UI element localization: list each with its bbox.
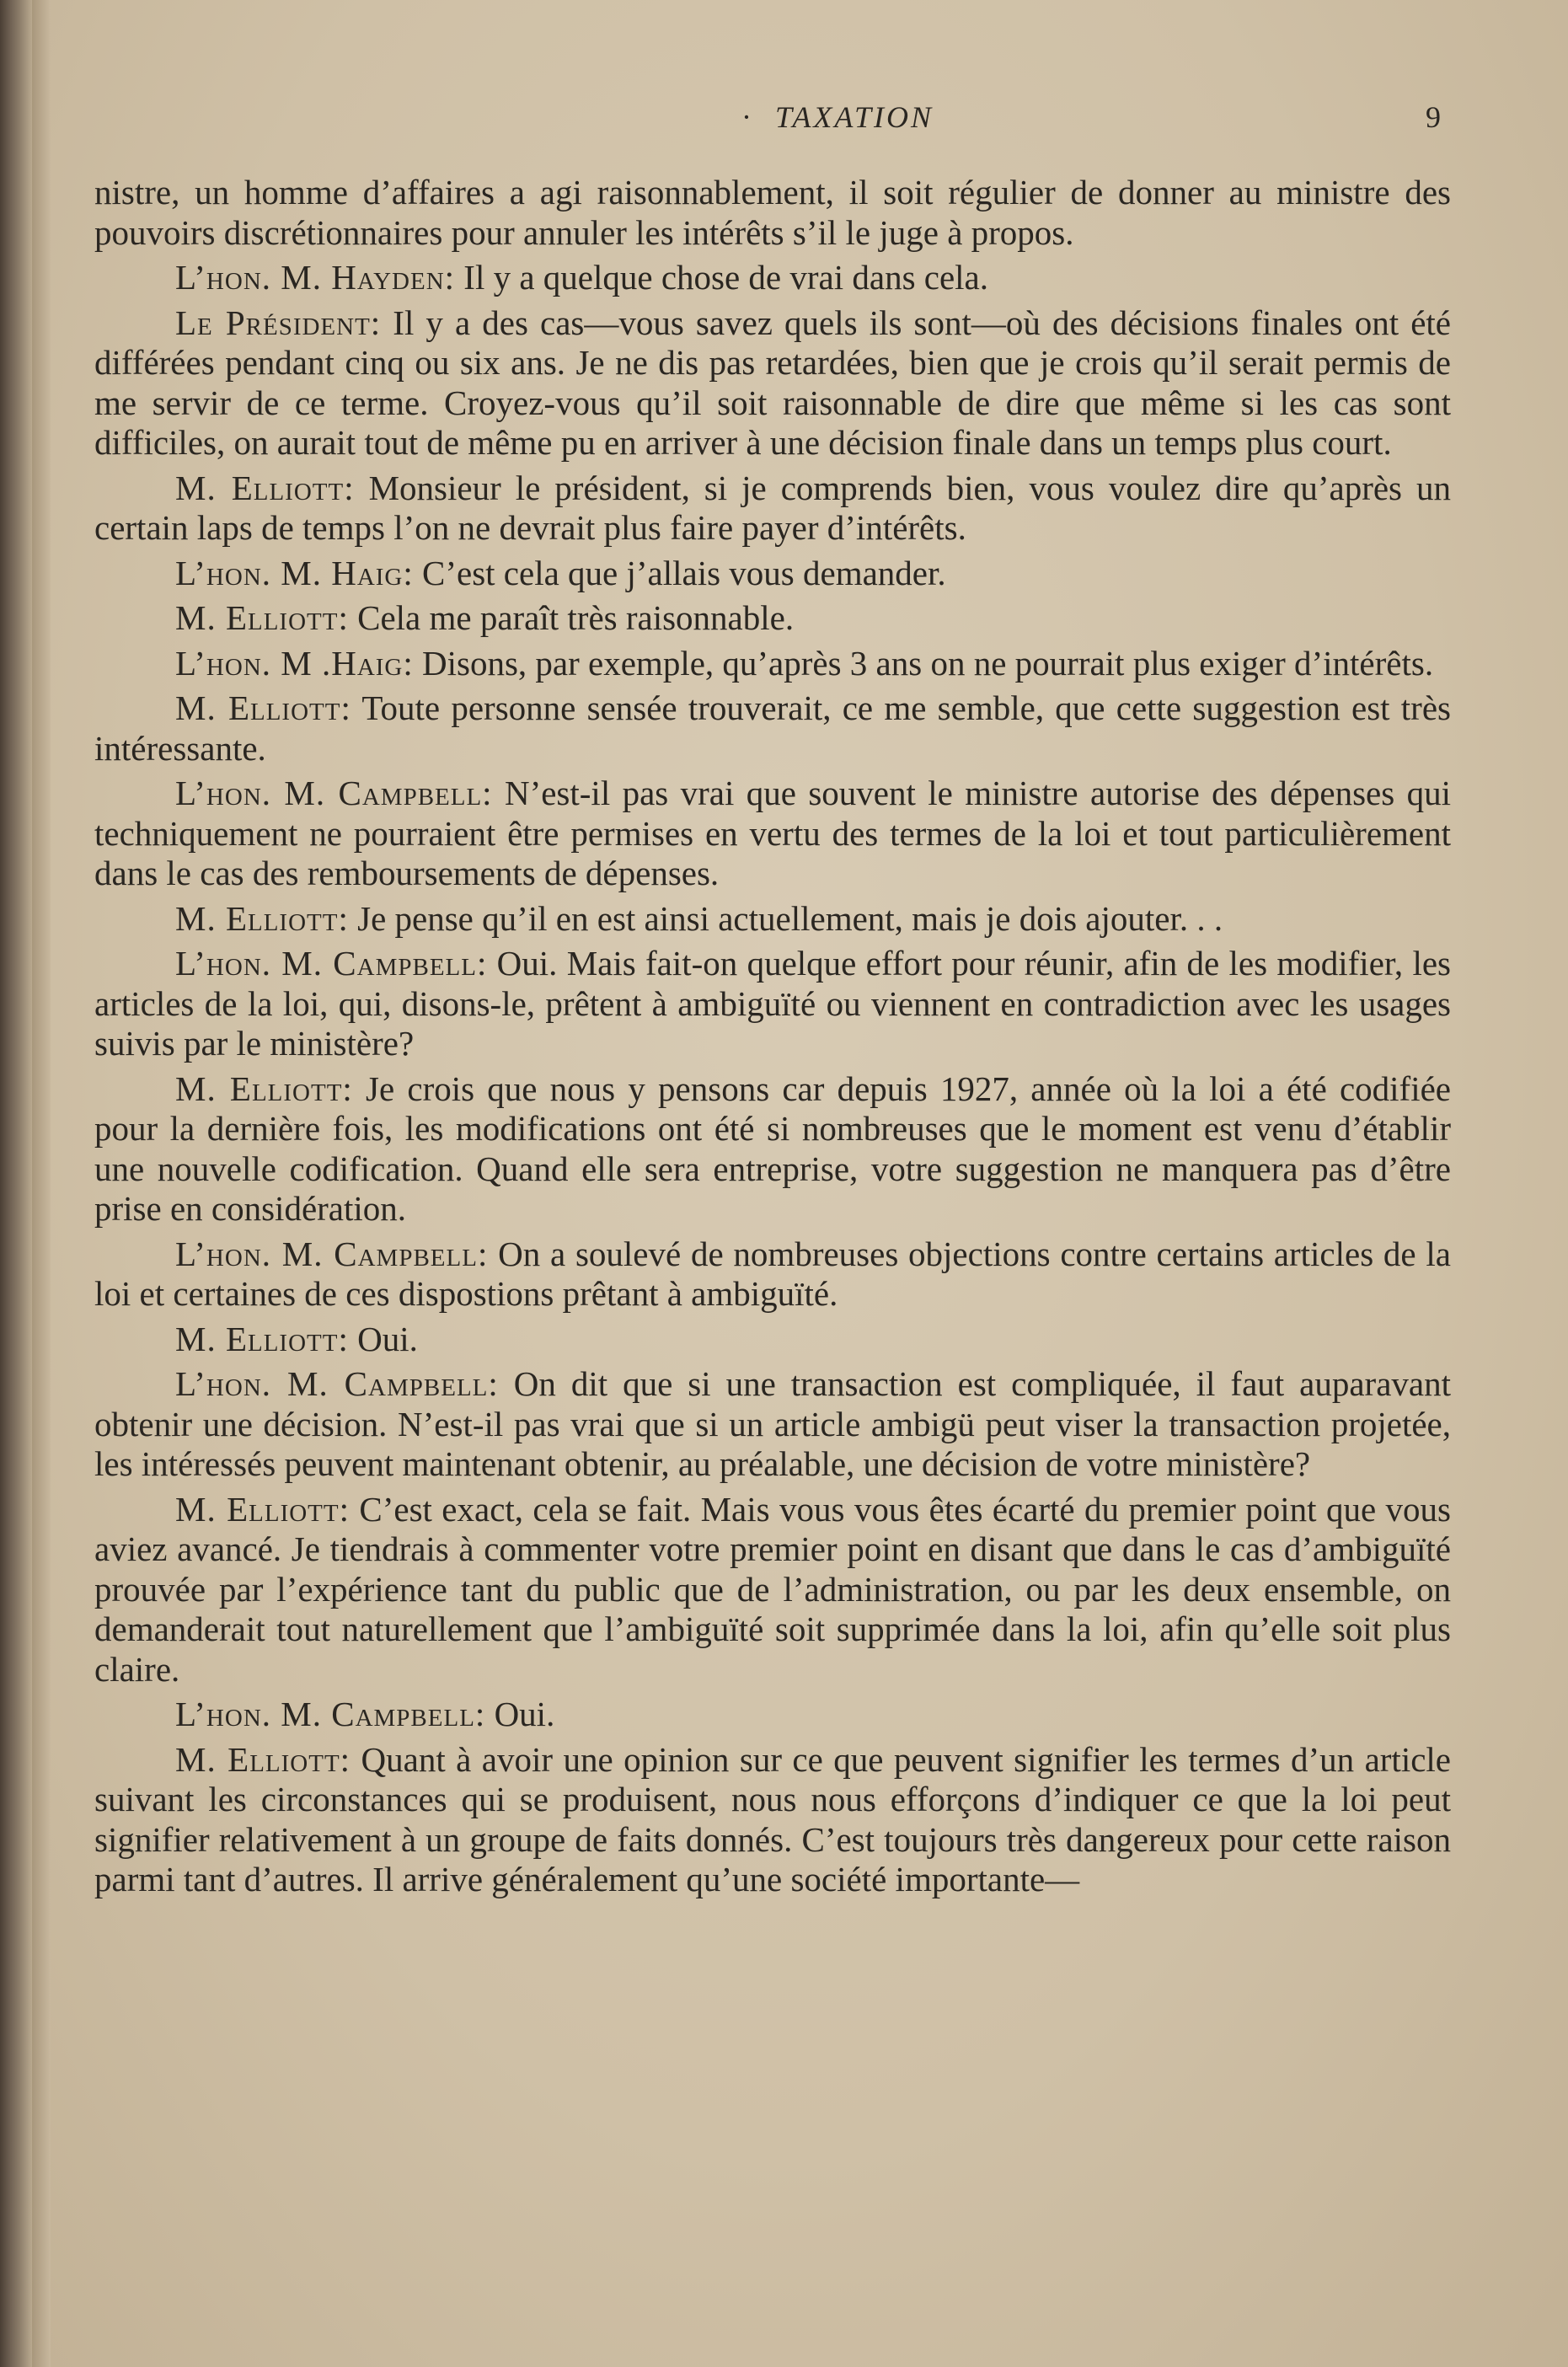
paragraph xyxy=(94,469,1451,549)
speech-text: Cela me paraît très raisonnable. xyxy=(348,598,795,637)
speech-text: Il y a quelque chose de vrai dans cela. xyxy=(455,258,989,297)
paragraph xyxy=(94,258,1451,298)
speech-text: Monsieur le président, si je comprends bien, vous voulez dire qu’après un certain laps de temps l’on ne devrait plus faire payer d’intérêts. xyxy=(94,468,1451,547)
paragraph xyxy=(94,1320,1451,1360)
speaker: L’hon. M. Campbell: xyxy=(175,1364,499,1403)
speech-text: On dit que si une transaction est compliquée, il faut auparavant obtenir une décision. N’est-il pas vrai que si un article ambigü peut viser la transaction projetée, les intéressés peuvent maintenant obtenir, au préalable, une décision de votre ministère? xyxy=(94,1364,1451,1483)
speaker: L’hon. M. Campbell: xyxy=(175,1234,489,1273)
book-binding xyxy=(0,0,32,2367)
header-dot: · xyxy=(741,100,752,134)
speech-text: Oui. Mais fait-on quelque effort pour réunir, afin de les modifier, les articles de la loi, qui, disons-le, prêtent à ambiguïté ou viennent en contradiction avec les usages suivis par le ministère? xyxy=(94,944,1451,1063)
body-text xyxy=(94,173,1451,1905)
speaker: L’hon. M. Hayden: xyxy=(175,258,456,297)
book-gutter xyxy=(32,0,51,2367)
speaker: L’hon. M. Haig: xyxy=(175,553,414,592)
speech-text: Toute personne sensée trouverait, ce me semble, que cette suggestion est très intéressante. xyxy=(94,688,1451,768)
speaker: M. Elliott: xyxy=(175,1739,351,1779)
paragraph xyxy=(94,554,1451,594)
speech-text: N’est-il pas vrai que souvent le ministre autorise des dépenses qui techniquement ne pourraient être permises en vertu des termes de la loi et tout particulièrement dans le cas des remboursements de dépenses. xyxy=(94,774,1451,892)
speaker: L’hon. M. Campbell: xyxy=(175,944,488,983)
running-head: TAXATION xyxy=(775,100,934,134)
paragraph xyxy=(94,944,1451,1064)
speech-text: C’est cela que j’allais vous demander. xyxy=(413,553,946,592)
paragraph xyxy=(94,173,1451,253)
page-header xyxy=(101,99,1441,142)
paragraph xyxy=(94,644,1451,684)
speaker: Le Président: xyxy=(175,303,382,342)
speaker: M. Elliott: xyxy=(175,1068,353,1108)
speaker: L’hon. M. Campbell: xyxy=(175,774,493,812)
paragraph xyxy=(94,1069,1451,1229)
speaker: M. Elliott: xyxy=(175,468,355,507)
speech-text: Je pense qu’il en est ainsi actuellement, mais je dois ajouter. . . xyxy=(348,898,1223,938)
speech-text: nistre, un homme d’affaires a agi raisonnablement, il soit régulier de donner au ministre des pouvoirs discrétionnaires pour annuler les intérêts s’il le juge à propos. xyxy=(94,173,1451,252)
paragraph xyxy=(94,598,1451,639)
paragraph xyxy=(94,774,1451,894)
speaker: M. Elliott: xyxy=(175,898,349,938)
speech-text: On a soulevé de nombreuses objections contre certains articles de la loi et certaines de ces dispostions prêtant à ambiguïté. xyxy=(94,1234,1451,1313)
speech-text: Oui. xyxy=(485,1695,555,1733)
paragraph xyxy=(94,1740,1451,1900)
speech-text: Je crois que nous y pensons car depuis 1927, année où la loi a été codifiée pour la dernière fois, les modifications ont été si nombreuses que le moment est venu d’établir une nouvelle codification. Quand elle sera entreprise, votre suggestion ne manquera pas d’être prise en considération. xyxy=(94,1068,1451,1228)
speech-text: Quant à avoir une opinion sur ce que peuvent signifier les termes d’un article suivant les circonstances qui se produisent, nous nous efforçons d’indiquer ce que la loi peut signifier relativement à un groupe de faits donnés. C’est toujours très dangereux pour cette raison parmi tant d’autres. Il arrive généralement qu’une société importante— xyxy=(94,1739,1451,1898)
paragraph xyxy=(94,1364,1451,1485)
speaker: M. Elliott: xyxy=(175,1319,349,1358)
speech-text: Oui. xyxy=(348,1319,418,1358)
speech-text: Il y a des cas—vous savez quels ils sont—où des décisions finales ont été différées pendant cinq ou six ans. Je ne dis pas retardées, bien que je crois qu’il serait permis de me servir de ce terme. Croyez-vous qu’il soit raisonnable de dire que même si les cas sont difficiles, on aurait tout de même pu en arriver à une décision finale dans un temps plus court. xyxy=(94,303,1451,462)
paragraph xyxy=(94,1490,1451,1690)
paragraph xyxy=(94,1234,1451,1315)
paragraph xyxy=(94,1695,1451,1735)
speech-text: C’est exact, cela se fait. Mais vous vous êtes écarté du premier point que vous aviez avancé. Je tiendrais à commenter votre premier point en disant que dans le cas d’ambiguïté prouvée par l’expérience tant du public que de l’administration, ou par les deux ensemble, on demanderait tout naturellement que l’ambiguïté soit supprimée dans la loi, afin qu’elle soit plus claire. xyxy=(94,1489,1451,1689)
speech-text: Disons, par exemple, qu’après 3 ans on ne pourrait plus exiger d’intérêts. xyxy=(413,643,1434,683)
speaker: M. Elliott: xyxy=(175,598,349,637)
speaker: M. Elliott: xyxy=(175,1489,350,1529)
speaker: L’hon. M .Haig: xyxy=(175,643,414,683)
paragraph xyxy=(94,303,1451,463)
speaker: L’hon. M. Campbell: xyxy=(175,1695,486,1733)
paragraph xyxy=(94,899,1451,940)
speaker: M. Elliott: xyxy=(175,688,351,727)
page-number: 9 xyxy=(1426,100,1441,134)
paragraph xyxy=(94,688,1451,768)
